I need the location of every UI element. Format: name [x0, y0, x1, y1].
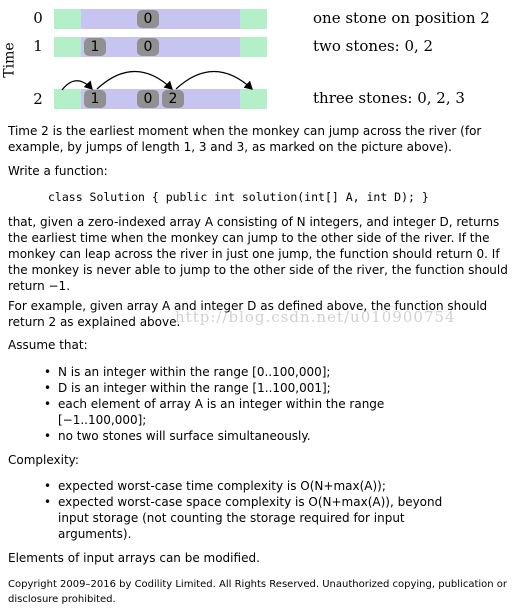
write-function-label: Write a function: [8, 164, 108, 178]
row-description: two stones: 0, 2 [313, 37, 434, 55]
function-signature: class Solution { public int solution(int[] A, int D); } [48, 190, 429, 204]
complexity-list [8, 478, 488, 542]
jump-arrow [97, 72, 172, 90]
row-description: three stones: 0, 2, 3 [313, 89, 465, 107]
stone: 0 [137, 90, 159, 108]
assume-label: Assume that: [8, 338, 88, 352]
stone: 2 [162, 90, 184, 108]
list-item: • expected worst-case space complexity is O(N+max(A)), beyond input storage (not counting the storage required for input arguments). [8, 494, 488, 542]
assumptions-list [8, 364, 488, 444]
intro-paragraph: Time 2 is the earliest moment when the monkey can jump across the river (for example, by jumps of length 1, 3 and 3, as marked on the picture above). [8, 124, 482, 154]
time-1-label: 1 [33, 37, 43, 55]
jump-arrow [176, 72, 252, 90]
description-paragraph: that, given a zero-indexed array A consisting of N integers, and integer D, returns the earliest time when the monkey can jump to the other side of the river. If the monkey can leap across the river in just one jump, the function should return 0. If the monkey is never able to jump to the other side of the river, the function should return −1. [8, 215, 508, 293]
modifiable-note: Elements of input arrays can be modified. [8, 551, 260, 565]
list-item: • D is an integer within the range [1..100,001]; [8, 380, 488, 396]
list-item: • no two stones will surface simultaneously. [8, 428, 488, 444]
copyright-notice: Copyright 2009–2016 by Codility Limited. All Rights Reserved. Unauthorized copying, publication or disclosure prohibited. [8, 579, 508, 605]
watermark: http://blog.csdn.net/u010900754 [175, 308, 456, 326]
list-item: • expected worst-case time complexity is O(N+max(A)); [8, 478, 488, 494]
list-item: • N is an integer within the range [0..100,000]; [8, 364, 488, 380]
stone: 1 [84, 90, 106, 108]
row-description: one stone on position 2 [313, 9, 490, 27]
river-diagram [0, 0, 516, 118]
complexity-label: Complexity: [8, 453, 79, 467]
list-item: • each element of array A is an integer within the range [−1..100,000]; [8, 396, 488, 428]
example-paragraph: For example, given array A and integer D as defined above, the function should return 2 as explained above. [8, 299, 488, 329]
jump-arrows [0, 0, 300, 118]
stone: 0 [137, 38, 159, 56]
time-2-label: 2 [33, 90, 43, 108]
time-axis-label: Time [1, 42, 18, 78]
time-0-label: 0 [33, 9, 43, 27]
stone: 0 [137, 10, 159, 28]
jump-arrow [62, 81, 92, 90]
stone: 1 [84, 38, 106, 56]
